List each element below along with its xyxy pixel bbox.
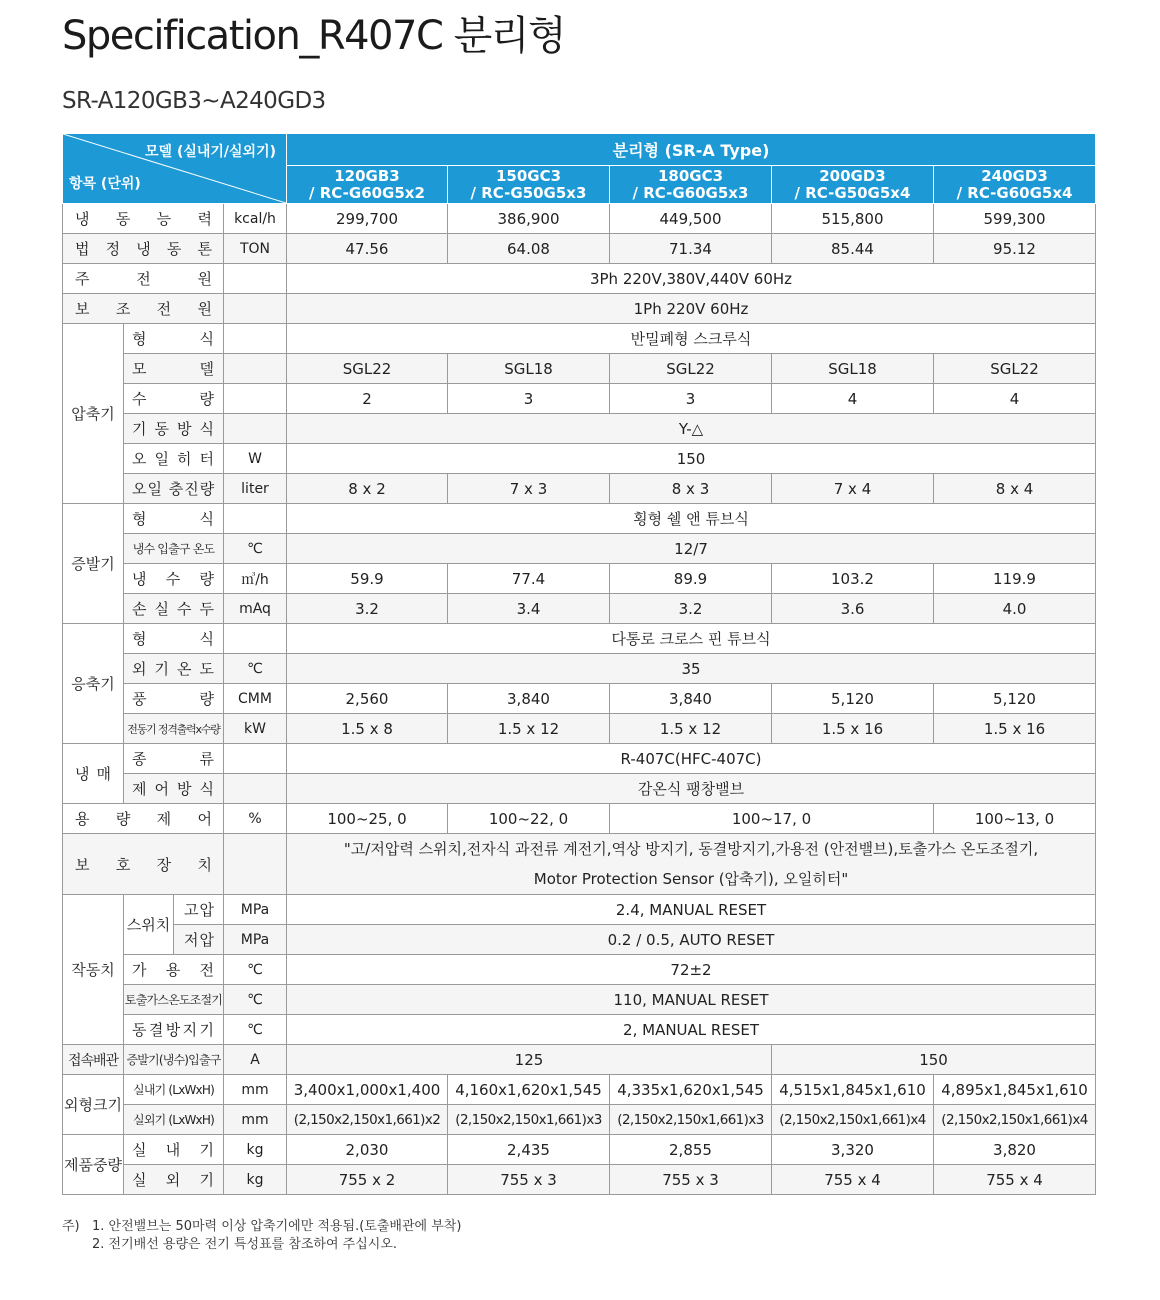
value-cell: 다통로 크로스 핀 튜브식: [287, 624, 1096, 654]
value-cell: (2,150x2,150x1,661)x3: [610, 1105, 772, 1135]
page-subtitle: SR-A120GB3~A240GD3: [62, 88, 326, 114]
value-cell: 7 x 4: [772, 474, 934, 504]
table-row: [63, 955, 1096, 985]
value-cell: 125: [287, 1045, 772, 1075]
group-label-refrigerant: [63, 744, 124, 804]
row-label-text: 외 기 온 도: [132, 660, 215, 678]
value-cell: 755 x 3: [610, 1165, 772, 1195]
group-label-evaporator: 증발기: [63, 504, 124, 624]
row-label: [124, 744, 224, 774]
value-cell: 100~17, 0: [610, 804, 934, 834]
value-cell: 1Ph 220V 60Hz: [287, 294, 1096, 324]
value-cell: 7 x 3: [448, 474, 610, 504]
value-cell: SGL22: [934, 354, 1096, 384]
unit-cell: [224, 624, 287, 654]
row-label: [63, 804, 224, 834]
value-cell: 3: [448, 384, 610, 414]
value-cell: 4,160x1,620x1,545: [448, 1075, 610, 1105]
group-label-dimensions: 외형크기: [63, 1075, 124, 1135]
footnote-prefix: 주): [62, 1219, 80, 1234]
value-cell: 755 x 4: [772, 1165, 934, 1195]
row-label-text: 실 외 기: [132, 1171, 215, 1189]
group-label-operating: 작동치: [63, 895, 124, 1045]
footnotes: [62, 1218, 461, 1254]
value-cell: 3,840: [610, 684, 772, 714]
value-cell: 386,900: [448, 204, 610, 234]
group-label-compressor: 압축기: [63, 324, 124, 504]
table-row: [63, 234, 1096, 264]
row-label-text: 보 조 전 원: [75, 300, 213, 318]
value-cell: 2, MANUAL RESET: [287, 1015, 1096, 1045]
value-cell: 110, MANUAL RESET: [287, 985, 1096, 1015]
value-cell: 4.0: [934, 594, 1096, 624]
table-row: [63, 324, 1096, 354]
value-cell: 1.5 x 12: [610, 714, 772, 744]
unit-cell: %: [224, 804, 287, 834]
table-row: [63, 804, 1096, 834]
value-cell: 755 x 3: [448, 1165, 610, 1195]
footnote-2: 2. 전기배선 용량은 전기 특성표를 참조하여 주십시오.: [92, 1237, 398, 1252]
row-label: [124, 444, 224, 474]
value-cell: 2,560: [287, 684, 448, 714]
value-cell: 449,500: [610, 204, 772, 234]
value-cell: 횡형 쉘 앤 튜브식: [287, 504, 1096, 534]
value-cell: 2: [287, 384, 448, 414]
unit-cell: kg: [224, 1135, 287, 1165]
unit-cell: [224, 264, 287, 294]
value-cell: R-407C(HFC-407C): [287, 744, 1096, 774]
row-label: 고압: [174, 895, 224, 925]
table-row: [63, 564, 1096, 594]
spec-table: [62, 133, 1096, 1195]
value-cell: 3Ph 220V,380V,440V 60Hz: [287, 264, 1096, 294]
table-row: [63, 624, 1096, 654]
value-cell: 103.2: [772, 564, 934, 594]
model-header: 120GB3 / RC-G60G5x2: [287, 166, 448, 204]
table-row: [63, 384, 1096, 414]
value-cell: 2.4, MANUAL RESET: [287, 895, 1096, 925]
table-row: [63, 744, 1096, 774]
row-label-text: 실 내 기: [132, 1141, 215, 1159]
value-cell: 0.2 / 0.5, AUTO RESET: [287, 925, 1096, 955]
corner-item-label: 항목 (단위): [69, 176, 141, 192]
value-cell: 71.34: [610, 234, 772, 264]
table-row: [63, 354, 1096, 384]
value-cell: 3.2: [287, 594, 448, 624]
unit-cell: [224, 834, 287, 895]
value-cell: 3,320: [772, 1135, 934, 1165]
value-cell: 반밀폐형 스크루식: [287, 324, 1096, 354]
corner-model-label: 모델 (실내기/실외기): [145, 144, 276, 160]
group-label-piping: 접속배관: [63, 1045, 124, 1075]
value-cell: 755 x 2: [287, 1165, 448, 1195]
table-row: [63, 294, 1096, 324]
unit-cell: liter: [224, 474, 287, 504]
value-cell: 3,400x1,000x1,400: [287, 1075, 448, 1105]
unit-cell: ℃: [224, 955, 287, 985]
unit-cell: [224, 294, 287, 324]
value-cell: SGL22: [610, 354, 772, 384]
value-cell: 8 x 3: [610, 474, 772, 504]
unit-cell: CMM: [224, 684, 287, 714]
table-row: [63, 654, 1096, 684]
row-label-text: 주 전 원: [75, 270, 213, 288]
unit-cell: [224, 324, 287, 354]
table-row: [63, 1165, 1096, 1195]
group-label-condenser: 응축기: [63, 624, 124, 744]
value-cell: (2,150x2,150x1,661)x3: [448, 1105, 610, 1135]
row-label: [124, 1135, 224, 1165]
value-cell: SGL18: [448, 354, 610, 384]
value-cell: 4: [772, 384, 934, 414]
row-label: [124, 774, 224, 804]
value-cell: 12/7: [287, 534, 1096, 564]
table-row: [63, 834, 1096, 895]
type-header: 분리형 (SR-A Type): [287, 134, 1096, 166]
unit-cell: ℃: [224, 654, 287, 684]
row-label-text: 법 정 냉 동 톤: [75, 240, 213, 258]
table-row: [63, 684, 1096, 714]
table-row: [63, 534, 1096, 564]
row-label: [63, 204, 224, 234]
table-row: [63, 1015, 1096, 1045]
header-corner: [63, 134, 287, 204]
table-row: [63, 1045, 1096, 1075]
row-label-text: 동 결 방 지 기: [132, 1021, 215, 1039]
row-label: [124, 654, 224, 684]
row-label-text: 모 델: [132, 360, 215, 378]
value-cell: 47.56: [287, 234, 448, 264]
value-cell: 64.08: [448, 234, 610, 264]
row-label-text: 풍 량: [132, 690, 215, 708]
table-row: [63, 1075, 1096, 1105]
value-cell: 4,335x1,620x1,545: [610, 1075, 772, 1105]
row-label-text: 냉 수 량: [132, 570, 215, 588]
value-cell: 2,030: [287, 1135, 448, 1165]
row-label-text: 제 어 방 식: [132, 780, 215, 798]
unit-cell: [224, 744, 287, 774]
unit-cell: MPa: [224, 895, 287, 925]
value-cell: 100~25, 0: [287, 804, 448, 834]
row-label: [63, 264, 224, 294]
value-cell: 35: [287, 654, 1096, 684]
row-label: [124, 594, 224, 624]
unit-cell: mm: [224, 1075, 287, 1105]
table-row: [63, 594, 1096, 624]
row-label: 실내기 (LxWxH): [124, 1075, 224, 1105]
row-label: 증발기(냉수)입출구: [124, 1045, 224, 1075]
row-label: 저압: [174, 925, 224, 955]
value-cell: SGL22: [287, 354, 448, 384]
value-cell: 72±2: [287, 955, 1096, 985]
value-cell: 4: [934, 384, 1096, 414]
unit-cell: [224, 354, 287, 384]
value-cell: 515,800: [772, 204, 934, 234]
value-cell: 8 x 2: [287, 474, 448, 504]
value-cell: 599,300: [934, 204, 1096, 234]
switch-label: 스위치: [124, 895, 174, 955]
row-label: [124, 384, 224, 414]
table-row: [63, 895, 1096, 925]
row-label: [124, 354, 224, 384]
value-cell: 1.5 x 16: [934, 714, 1096, 744]
row-label-text: 냉 동 능 력: [75, 210, 213, 228]
row-label-text: 냉 매: [75, 765, 111, 783]
value-cell: (2,150x2,150x1,661)x4: [934, 1105, 1096, 1135]
value-cell: 1.5 x 12: [448, 714, 610, 744]
value-cell: (2,150x2,150x1,661)x4: [772, 1105, 934, 1135]
value-cell: 3.4: [448, 594, 610, 624]
table-row: [63, 444, 1096, 474]
value-cell: 5,120: [934, 684, 1096, 714]
group-label-weight: 제품중량: [63, 1135, 124, 1195]
row-label-text: 종 류: [132, 750, 215, 768]
model-header: 200GD3 / RC-G50G5x4: [772, 166, 934, 204]
value-cell: 100~22, 0: [448, 804, 610, 834]
table-row: [63, 1105, 1096, 1135]
row-label: [63, 234, 224, 264]
value-cell: 3,820: [934, 1135, 1096, 1165]
row-label-text: 형 식: [132, 510, 215, 528]
row-label: [124, 684, 224, 714]
value-cell: 5,120: [772, 684, 934, 714]
row-label-text: 형 식: [132, 630, 215, 648]
table-row: [63, 714, 1096, 744]
row-label: [124, 1165, 224, 1195]
page-title: Specification_R407C 분리형: [62, 13, 566, 59]
value-cell: 3: [610, 384, 772, 414]
value-cell: 755 x 4: [934, 1165, 1096, 1195]
unit-cell: ℃: [224, 1015, 287, 1045]
unit-cell: kW: [224, 714, 287, 744]
value-cell: 2,855: [610, 1135, 772, 1165]
row-label: [124, 504, 224, 534]
row-label: [124, 414, 224, 444]
row-label: [124, 955, 224, 985]
row-label: 실외기 (LxWxH): [124, 1105, 224, 1135]
value-cell: 77.4: [448, 564, 610, 594]
unit-cell: A: [224, 1045, 287, 1075]
row-label-text: 손 실 수 두: [132, 600, 215, 618]
row-label-text: 오 일 히 터: [132, 450, 215, 468]
unit-cell: [224, 384, 287, 414]
unit-cell: mAq: [224, 594, 287, 624]
value-cell: 150: [772, 1045, 1096, 1075]
table-row: [63, 414, 1096, 444]
footnote-1: 1. 안전밸브는 50마력 이상 압축기에만 적용됨.(토출배관에 부착): [92, 1219, 462, 1234]
value-cell: 299,700: [287, 204, 448, 234]
table-row: [63, 985, 1096, 1015]
value-cell: 2,435: [448, 1135, 610, 1165]
unit-cell: MPa: [224, 925, 287, 955]
row-label-text: 수 량: [132, 390, 215, 408]
value-cell: 59.9: [287, 564, 448, 594]
value-cell: Y-△: [287, 414, 1096, 444]
unit-cell: kcal/h: [224, 204, 287, 234]
table-row: [63, 925, 1096, 955]
row-label-text: 기 동 방 식: [132, 420, 215, 438]
row-label: [63, 834, 224, 895]
value-cell: 1.5 x 8: [287, 714, 448, 744]
value-cell: 3.2: [610, 594, 772, 624]
table-row: [63, 774, 1096, 804]
value-cell: (2,150x2,150x1,661)x2: [287, 1105, 448, 1135]
value-cell: 95.12: [934, 234, 1096, 264]
row-label: 오일 충진량: [124, 474, 224, 504]
value-cell: 3,840: [448, 684, 610, 714]
unit-cell: W: [224, 444, 287, 474]
table-row: [63, 504, 1096, 534]
table-row: [63, 474, 1096, 504]
row-label-text: 형 식: [132, 330, 215, 348]
value-cell: "고/저압력 스위치,전자식 과전류 계전기,역상 방지기, 동결방지기,가용전 (안전밸브),토출가스 온도조절기, Motor Protection Sensor (압축기), 오일히터": [287, 834, 1096, 895]
row-label-text: 가 용 전: [132, 961, 215, 979]
value-cell: 1.5 x 16: [772, 714, 934, 744]
value-cell: 150: [287, 444, 1096, 474]
row-label: [124, 324, 224, 354]
row-label: [124, 564, 224, 594]
unit-cell: TON: [224, 234, 287, 264]
unit-cell: ℃: [224, 985, 287, 1015]
value-cell: 4,515x1,845x1,610: [772, 1075, 934, 1105]
model-header: 150GC3 / RC-G50G5x3: [448, 166, 610, 204]
value-cell: 8 x 4: [934, 474, 1096, 504]
row-label-text: 용 량 제 어: [75, 810, 213, 828]
model-header: 240GD3 / RC-G60G5x4: [934, 166, 1096, 204]
value-cell: 89.9: [610, 564, 772, 594]
unit-cell: [224, 504, 287, 534]
table-row: [63, 1135, 1096, 1165]
row-label: [124, 1015, 224, 1045]
row-label: 토출가스온도조절기: [124, 985, 224, 1015]
value-cell: SGL18: [772, 354, 934, 384]
unit-cell: [224, 774, 287, 804]
value-cell: 감온식 팽창밸브: [287, 774, 1096, 804]
value-cell: 85.44: [772, 234, 934, 264]
row-label: 전동기 정격출력x수량: [124, 714, 224, 744]
unit-cell: ℃: [224, 534, 287, 564]
value-cell: 3.6: [772, 594, 934, 624]
unit-cell: [224, 414, 287, 444]
model-header: 180GC3 / RC-G60G5x3: [610, 166, 772, 204]
row-label: [63, 294, 224, 324]
value-cell: 4,895x1,845x1,610: [934, 1075, 1096, 1105]
row-label-text: 보 호 장 치: [75, 855, 213, 874]
unit-cell: mm: [224, 1105, 287, 1135]
table-row: [63, 204, 1096, 234]
row-label: [124, 624, 224, 654]
value-cell: 119.9: [934, 564, 1096, 594]
unit-cell: kg: [224, 1165, 287, 1195]
table-row: [63, 264, 1096, 294]
value-cell: 100~13, 0: [934, 804, 1096, 834]
row-label: 냉수 입출구 온도: [124, 534, 224, 564]
unit-cell: ㎥/h: [224, 564, 287, 594]
